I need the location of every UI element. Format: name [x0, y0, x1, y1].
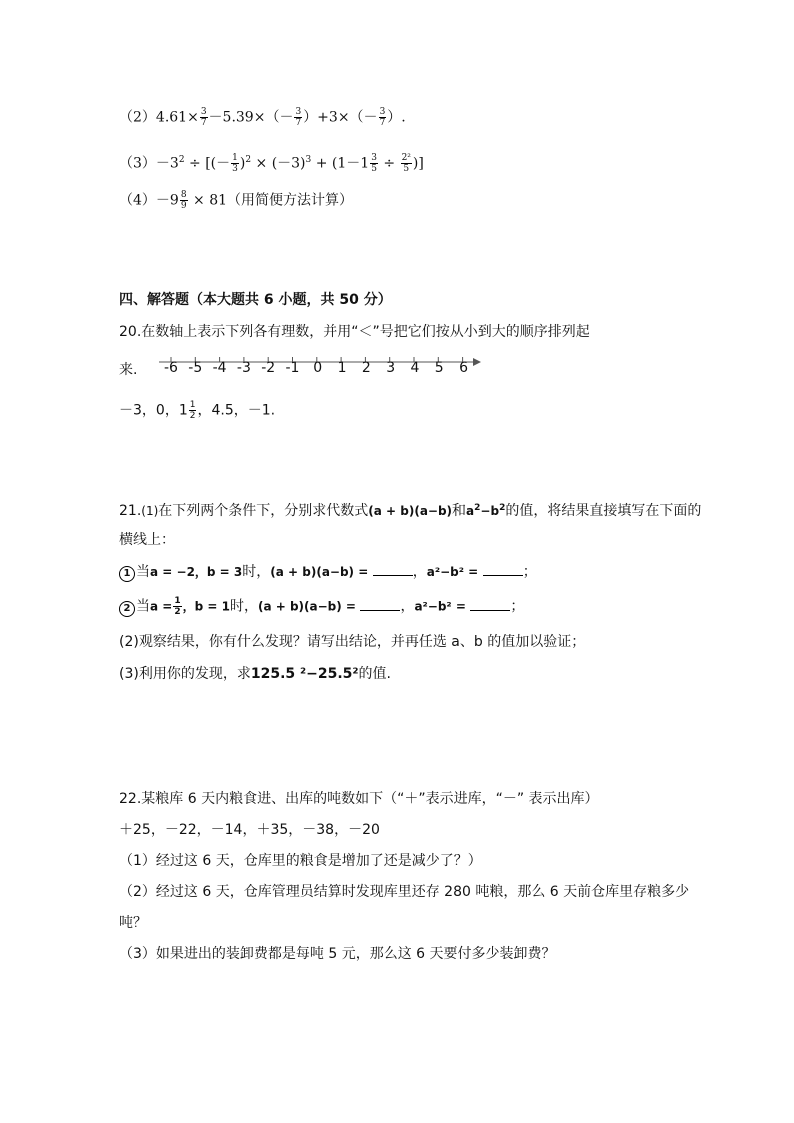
q21-line2: 横线上：: [119, 532, 175, 548]
q22-line1: 22.某粮库 6 天内粮食进、出库的吨数如下（“＋”表示进库，“－” 表示出库）: [119, 791, 599, 807]
q22-line4: （2）经过这 6 天，仓库管理员结算时发现库里还存 280 吨粮，那么 6 天前仓库里存粮多少: [119, 884, 690, 900]
answer-blank[interactable]: [483, 563, 523, 576]
number-line-tick-label: -2: [261, 360, 276, 376]
circled-number-1: 1: [119, 566, 135, 582]
number-line-tick-label: -3: [236, 360, 251, 376]
q20-values: －3，0，1 $\frac{1}{2}$ ，4.5，－1.: [119, 400, 276, 421]
number-line-tick-label: 1: [337, 360, 347, 376]
q22-line2: ＋25，－22，－14，＋35，－38，－20: [119, 822, 380, 838]
q20-text-line1: 20.在数轴上表示下列各有理数，并用“＜”号把它们按从小到大的顺序排列起: [119, 324, 590, 340]
q22-line3: （1）经过这 6 天，仓库里的粮食是增加了还是减少了？）: [119, 853, 482, 869]
q22-line5: 吨？: [119, 915, 147, 931]
number-line-tick-label: 3: [386, 360, 396, 376]
q21-line1: 21.(1)在下列两个条件下，分别求代数式(a + b)(a−b)和$a^2-b^2$的值，将结果直接填写在下面的: [119, 503, 702, 519]
number-line-tick-label: 0: [313, 360, 323, 376]
answer-blank[interactable]: [373, 563, 413, 576]
number-line-tick-label: 4: [410, 360, 420, 376]
fraction: $\frac{1}{2}$: [174, 596, 181, 617]
number-line-arrow: [473, 358, 481, 366]
number-line-tick-label: -4: [212, 360, 227, 376]
fraction: $\frac{1}{2}$: [189, 400, 196, 421]
number-line-tick-label: 2: [361, 360, 371, 376]
q19-p2-prefix: （2）4.61×: [119, 109, 199, 126]
answer-blank[interactable]: [470, 598, 510, 611]
fraction: $\frac{3}{5}$: [371, 153, 377, 175]
fraction: $\frac{3}{7}$: [295, 107, 302, 128]
number-line-tick-label: -1: [285, 360, 300, 376]
section-heading: 四、解答题（本大题共 6 小题，共 50 分）: [119, 292, 392, 308]
fraction: $\frac{\text{2²}}{5}$: [401, 153, 411, 175]
q21-condition-2: 2 当a = $\frac{1}{2}$ ，b = 1时，(a + b)(a−b) = ，a²−b² = ；: [119, 596, 524, 617]
fraction: $\frac{8}{9}$: [180, 190, 187, 211]
number-line-tick-label: 5: [434, 360, 444, 376]
fraction: $\frac{3}{7}$: [379, 107, 386, 128]
q19-part4: （4）－9 $\frac{8}{9}$ × 81（用简便方法计算）: [119, 190, 354, 211]
q21-part3: (3)利用你的发现，求125.5 ²−25.5²的值.: [119, 666, 391, 682]
q19-part3: $(3)-3^2$ ÷ [(－ $\frac{1}{3}$ )$^2 \times (-3)^3 + (1-1$ $\frac{3}{5}$ ÷ $\frac{\text{2²}}{5}$ )]: [119, 153, 424, 175]
q21-part2: (2)观察结果，你有什么发现？请写出结论，并再任选 a、b 的值加以验证；: [119, 634, 586, 650]
fraction: $\frac{1}{3}$: [232, 153, 238, 175]
number-line-tick-label: 6: [459, 360, 469, 376]
fraction: $\frac{3}{7}$: [200, 107, 207, 128]
q21-condition-1: 1 当a = −2，b = 3时，(a + b)(a−b) = ，a²−b² = ；: [119, 562, 537, 582]
q20-text-line2: 来.: [119, 362, 138, 378]
answer-blank[interactable]: [360, 598, 400, 611]
q22-line6: （3）如果进出的装卸费都是每吨 5 元，那么这 6 天要付多少装卸费？: [119, 946, 556, 962]
circled-number-2: 2: [119, 601, 135, 617]
number-line-tick-label: -6: [164, 360, 178, 376]
q19-part2: （2）4.61× $\frac{3}{7}$ －5.39×（－ $\frac{3}{7}$ ）+3×（－ $\frac{3}{7}$ ）.: [119, 107, 406, 128]
number-line-tick-label: -5: [188, 360, 203, 376]
